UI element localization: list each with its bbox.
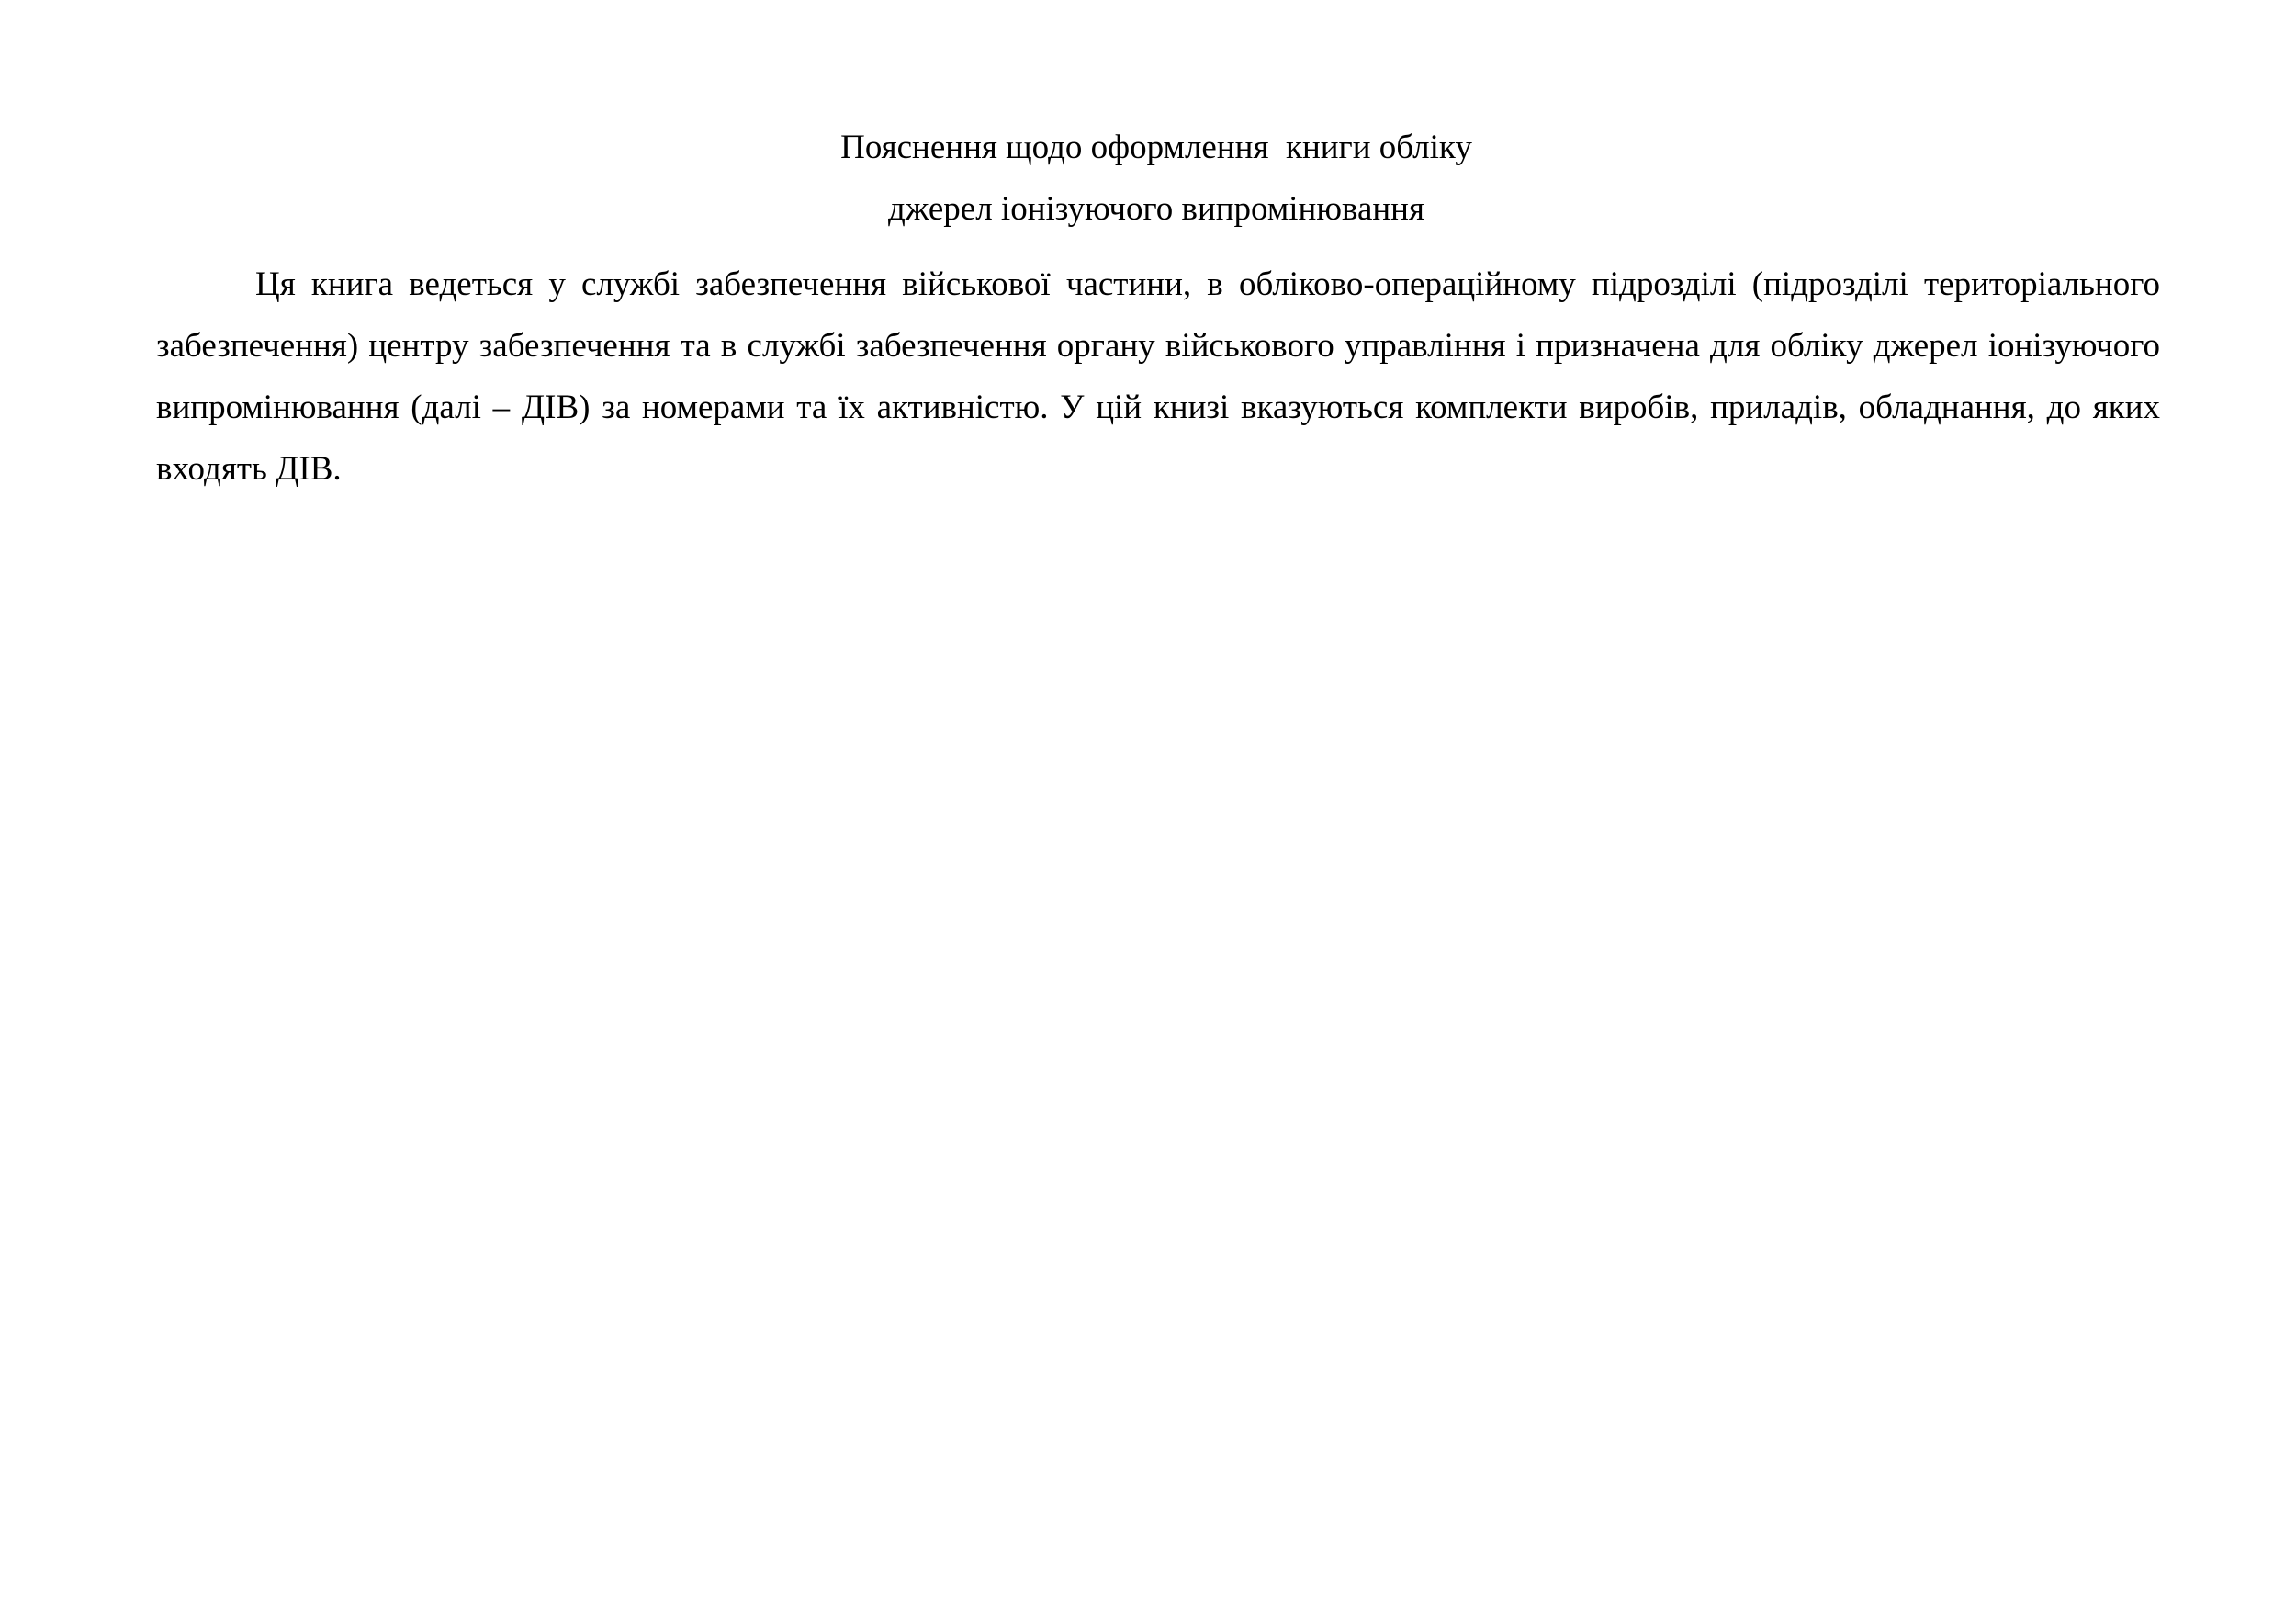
- document-title: [0, 117, 2296, 240]
- title-line-2: джерел іонізуючого випромінювання: [887, 190, 1425, 228]
- body-paragraph: Ця книга ведеться у службі забезпечення військової частини, в обліково-операційному підрозділі (підрозділі територіального забезпечення) центру забезпечення та в службі забезпечення органу військового управління і призначена для обліку джерел іонізуючого випромінювання (далі – ДІВ) за номерами та їх активністю. У цій книзі вказуються комплекти виробів, приладів, обладнання, до яких входять ДІВ.: [156, 265, 2160, 488]
- title-line-1: Пояснення щодо оформлення книги обліку: [840, 129, 1472, 166]
